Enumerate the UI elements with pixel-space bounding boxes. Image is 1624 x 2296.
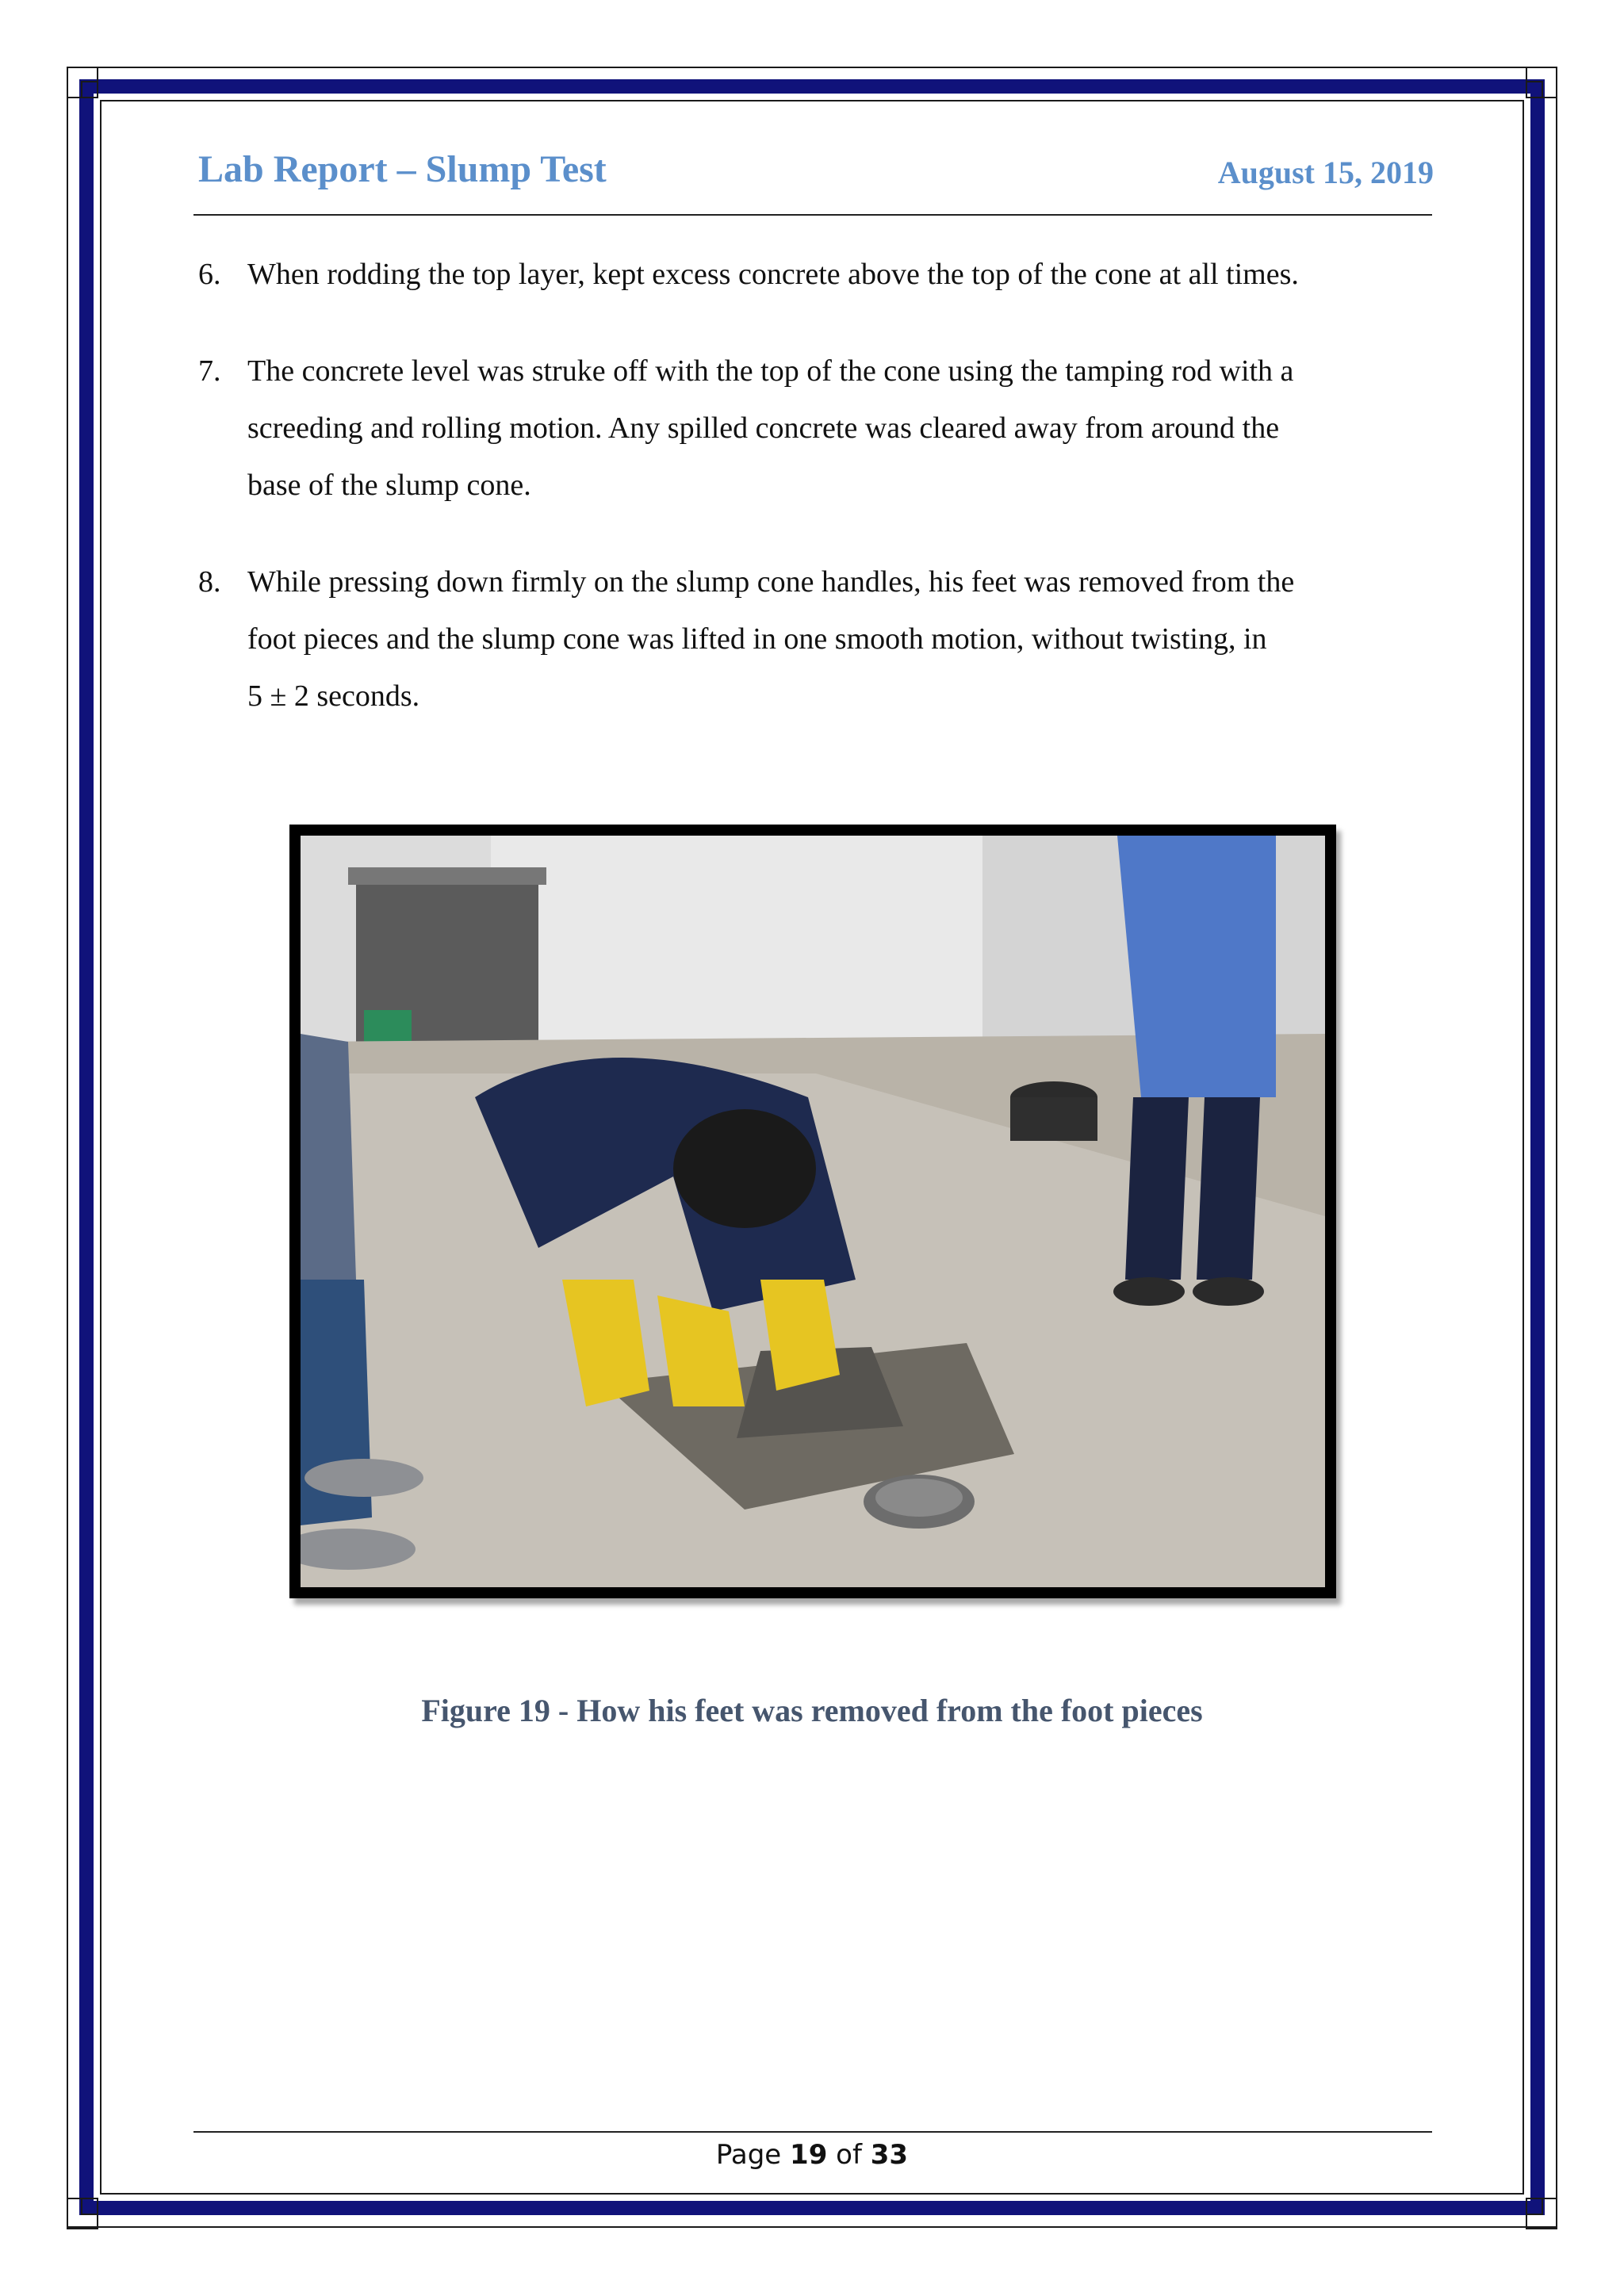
step-number: 7. bbox=[198, 354, 221, 388]
procedure-step-7 bbox=[198, 342, 1435, 514]
page-number: 19 bbox=[790, 2139, 828, 2171]
footer-divider bbox=[193, 2131, 1432, 2133]
figure-photo-frame bbox=[289, 825, 1336, 1598]
slump-test-photo bbox=[301, 836, 1325, 1587]
step-line: foot pieces and the slump cone was lifted in one smooth motion, without twisting, in bbox=[247, 622, 1267, 656]
report-title: Lab Report – Slump Test bbox=[198, 148, 607, 190]
step-number: 8. bbox=[198, 565, 221, 599]
corner-ornament bbox=[1526, 67, 1557, 98]
step-number: 6. bbox=[198, 258, 221, 291]
step-text bbox=[247, 342, 1435, 514]
step-line: base of the slump cone. bbox=[247, 469, 531, 502]
step-line: The concrete level was struke off with the top of the cone using the tamping rod with a bbox=[247, 354, 1294, 388]
step-text: When rodding the top layer, kept excess concrete above the top of the cone at all times. bbox=[247, 258, 1299, 291]
report-date: August 15, 2019 bbox=[1217, 155, 1434, 190]
corner-ornament bbox=[67, 67, 98, 98]
step-line: While pressing down firmly on the slump cone handles, his feet was removed from the bbox=[247, 565, 1295, 599]
step-line: screeding and rolling motion. Any spilled concrete was cleared away from around the bbox=[247, 411, 1280, 445]
header-divider bbox=[193, 214, 1432, 216]
step-line: 5 ± 2 seconds. bbox=[247, 679, 420, 713]
procedure-step-8 bbox=[198, 553, 1435, 725]
procedure-step-6 bbox=[198, 246, 1435, 303]
of-label: of bbox=[836, 2139, 862, 2171]
corner-ornament bbox=[1526, 2198, 1557, 2229]
total-pages: 33 bbox=[870, 2139, 909, 2171]
corner-ornament bbox=[67, 2198, 98, 2229]
step-text bbox=[247, 553, 1435, 725]
figure-caption: Figure 19 - How his feet was removed from the foot pieces bbox=[421, 1693, 1203, 1728]
page-footer bbox=[0, 2139, 1624, 2171]
page-label: Page bbox=[715, 2139, 782, 2171]
